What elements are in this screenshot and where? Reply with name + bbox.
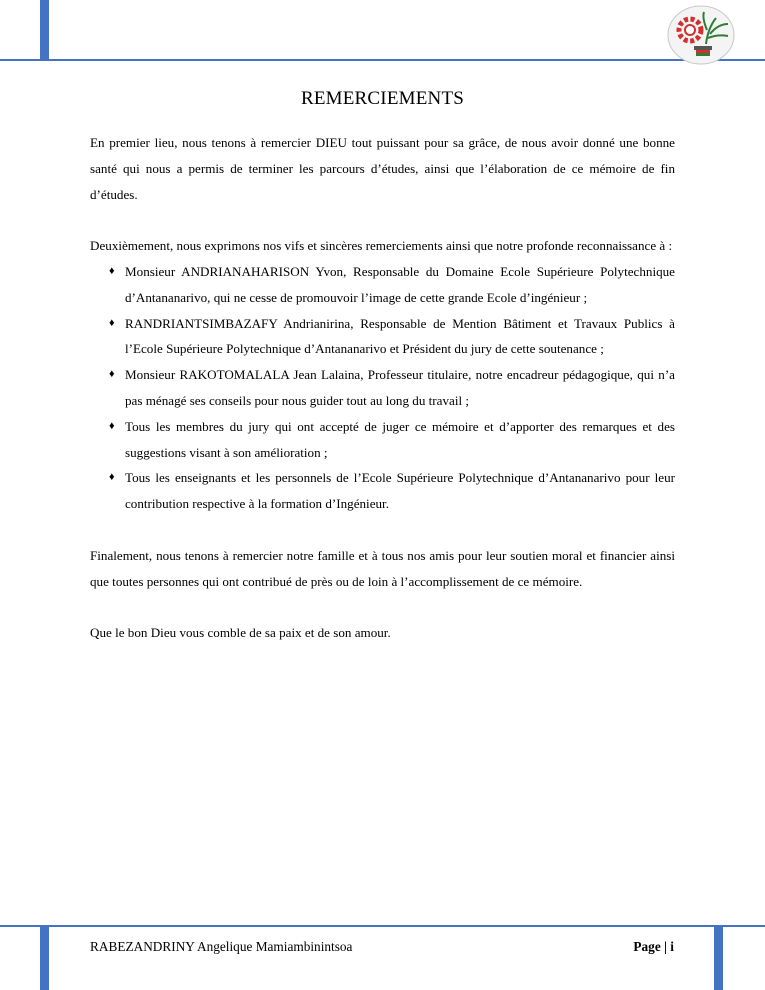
list-item: ♦ RANDRIANTSIMBAZAFY Andrianirina, Responsable de Mention Bâtiment et Travaux Publics à l’Ecole Supérieure Polytechnique d’Antananarivo et Président du jury de cette soutenance ;: [90, 311, 675, 363]
intro-paragraph: En premier lieu, nous tenons à remercier DIEU tout puissant pour sa grâce, de nous avoir donné une bonne santé qui nous a permis de terminer les parcours d’études, ainsi que l’élaboration de ce mémoire de fin d’études.: [90, 135, 675, 202]
footer-author: RABEZANDRINY Angelique Mamiambinintsoa: [90, 939, 353, 954]
footer-rule: [0, 925, 765, 927]
diamond-bullet-icon: ♦: [109, 471, 115, 484]
school-logo-icon: [666, 4, 736, 66]
list-item: ♦ Tous les enseignants et les personnels de l’Ecole Supérieure Polytechnique d’Antananarivo pour leur contribution respective à la formation d’Ingénieur.: [90, 465, 675, 517]
diamond-bullet-icon: ♦: [109, 264, 115, 277]
closing-paragraph: Que le bon Dieu vous comble de sa paix et de son amour.: [90, 625, 391, 641]
diamond-bullet-icon: ♦: [109, 419, 115, 432]
header-accent-bar: [40, 0, 49, 60]
acknowledgements-body: [90, 130, 675, 646]
header-rule: [0, 59, 765, 61]
diamond-bullet-icon: ♦: [109, 368, 115, 381]
page-title: REMERCIEMENTS: [300, 88, 465, 109]
acknowledgement-list: [90, 259, 675, 517]
footer-accent-bar-left: [40, 927, 49, 990]
second-paragraph: Deuxièmement, nous exprimons nos vifs et sincères remerciements ainsi que notre profonde reconnaissance à :: [90, 238, 673, 254]
diamond-bullet-icon: ♦: [109, 316, 115, 329]
list-item: ♦ Tous les membres du jury qui ont accepté de juger ce mémoire et d’apporter des remarques et des suggestions visant à son amélioration ;: [90, 414, 675, 466]
page-number: Page | i: [633, 939, 674, 954]
list-item: ♦ Monsieur ANDRIANAHARISON Yvon, Responsable du Domaine Ecole Supérieure Polytechnique d’Antananarivo, qui ne cesse de promouvoir l’image de cette grande Ecole d’ingénieur ;: [90, 259, 675, 311]
list-item: ♦ Monsieur RAKOTOMALALA Jean Lalaina, Professeur titulaire, notre encadreur pédagogique, qui n’a pas ménagé ses conseils pour nous guider tout au long du travail ;: [90, 362, 675, 414]
final-paragraph: Finalement, nous tenons à remercier notre famille et à tous nos amis pour leur soutien moral et financier ainsi que toutes personnes qui ont contribué de près ou de loin à l’accomplissement de ce mémoire.: [90, 547, 675, 589]
footer-accent-bar-right: [714, 927, 723, 990]
